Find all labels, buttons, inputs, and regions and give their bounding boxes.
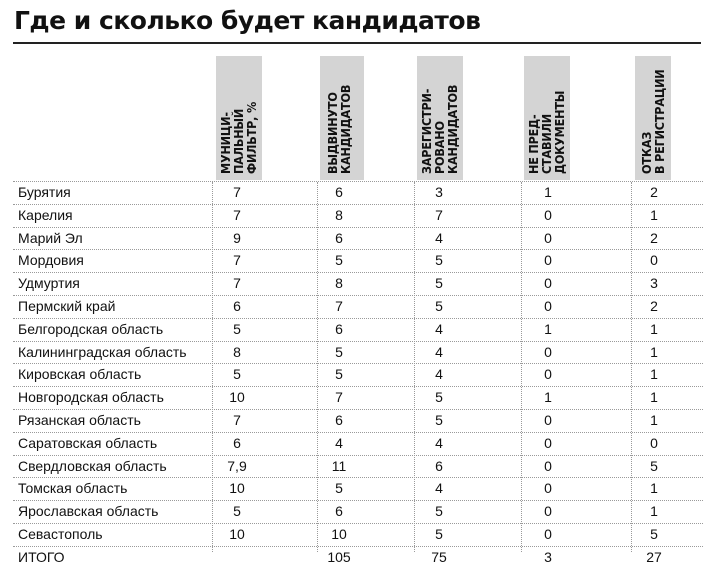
cell-value: 1	[650, 206, 658, 223]
cell-value: 1	[650, 411, 658, 428]
cell-value: 5	[435, 525, 443, 542]
table-row	[13, 409, 703, 432]
cell-value: 10	[229, 389, 245, 406]
cell-value: 8	[233, 343, 241, 360]
cell-value: 5	[435, 411, 443, 428]
table-body	[13, 181, 703, 569]
table-row	[13, 272, 703, 295]
cell-value: 6	[233, 434, 241, 451]
cell-value: 6	[335, 184, 343, 200]
cell-value: 0	[544, 525, 552, 542]
cell-value: 7	[233, 206, 241, 223]
cell-value: 4	[335, 434, 343, 451]
cell-value: 8	[335, 275, 343, 292]
cell-value: 7	[233, 184, 241, 200]
cell-value: 6	[435, 457, 443, 474]
cell-value: 5	[335, 366, 343, 383]
table-row	[13, 386, 703, 409]
cell-value: 5	[650, 525, 658, 542]
table-row	[13, 432, 703, 455]
header-municipal-filter: МУНИЦИ- ПАЛЬНЫЙ ФИЛЬТР, %	[216, 56, 262, 180]
cell-value: 1	[544, 320, 552, 337]
cell-value: 5	[435, 275, 443, 292]
region-name: Севастополь	[18, 525, 103, 542]
cell-value: 4	[435, 480, 443, 497]
cell-value: 10	[229, 525, 245, 542]
cell-value: 4	[435, 434, 443, 451]
cell-value: 0	[544, 275, 552, 292]
region-name: Калининградская область	[18, 343, 187, 360]
cell-value: 1	[650, 320, 658, 337]
region-name: Новгородская область	[18, 389, 164, 406]
table-row	[13, 204, 703, 227]
cell-value: 10	[331, 525, 347, 542]
cell-value: 1	[650, 389, 658, 406]
table-row	[13, 295, 703, 318]
cell-value: 5	[335, 252, 343, 269]
region-name: Томская область	[18, 480, 128, 497]
table-row	[13, 318, 703, 341]
cell-value: 0	[544, 297, 552, 314]
cell-value: 0	[544, 457, 552, 474]
table-row	[13, 523, 703, 546]
cell-value: 5	[435, 389, 443, 406]
cell-value: 0	[650, 434, 658, 451]
cell-value: 5	[233, 366, 241, 383]
cell-value: 0	[544, 503, 552, 520]
cell-value: 7	[233, 252, 241, 269]
cell-value: 1	[650, 343, 658, 360]
table-title: Где и сколько будет кандидатов	[14, 6, 481, 35]
cell-value: 2	[650, 229, 658, 246]
cell-value: 11	[331, 457, 347, 474]
cell-value: 5	[435, 503, 443, 520]
table-row	[13, 455, 703, 478]
cell-value: 2	[650, 297, 658, 314]
cell-value: 7,9	[227, 457, 247, 474]
cell-value: 0	[544, 480, 552, 497]
cell-value: 105	[327, 548, 351, 565]
cell-value: 6	[233, 297, 241, 314]
cell-value: 6	[335, 503, 343, 520]
header-registered: ЗАРЕГИСТРИ- РОВАНО КАНДИДАТОВ	[417, 56, 463, 180]
total-label: ИТОГО	[18, 548, 65, 565]
cell-value: 1	[650, 503, 658, 520]
cell-value: 1	[650, 480, 658, 497]
cell-value: 7	[233, 411, 241, 428]
cell-value: 0	[544, 434, 552, 451]
cell-value: 1	[650, 366, 658, 383]
cell-value: 8	[335, 206, 343, 223]
cell-value: 7	[335, 297, 343, 314]
total-row	[13, 546, 703, 569]
cell-value: 0	[544, 411, 552, 428]
cell-value: 7	[435, 206, 443, 223]
title-rule	[13, 42, 701, 44]
cell-value: 0	[650, 252, 658, 269]
region-name: Свердловская область	[18, 457, 167, 474]
cell-value: 6	[335, 320, 343, 337]
region-name: Марий Эл	[18, 229, 83, 246]
cell-value: 4	[435, 366, 443, 383]
cell-value: 1	[544, 389, 552, 406]
region-name: Саратовская область	[18, 434, 158, 451]
table-row	[13, 227, 703, 250]
cell-value: 7	[233, 275, 241, 292]
cell-value: 5	[335, 480, 343, 497]
table-row	[13, 341, 703, 364]
cell-value: 5	[650, 457, 658, 474]
region-name: Белгородская область	[18, 320, 164, 337]
header-nominated: ВЫДВИНУТО КАНДИДАТОВ	[320, 56, 364, 180]
cell-value: 6	[335, 229, 343, 246]
region-name: Карелия	[18, 206, 73, 223]
cell-value: 3	[650, 275, 658, 292]
table-row	[13, 363, 703, 386]
table-row	[13, 477, 703, 500]
cell-value: 0	[544, 343, 552, 360]
cell-value: 6	[335, 411, 343, 428]
cell-value: 9	[233, 229, 241, 246]
region-name: Пермский край	[18, 297, 116, 314]
table-row	[13, 500, 703, 523]
cell-value: 2	[650, 184, 658, 200]
cell-value: 4	[435, 320, 443, 337]
region-name: Ярославская область	[18, 503, 159, 520]
region-name: Рязанская область	[18, 411, 141, 428]
header-refused: ОТКАЗ В РЕГИСТРАЦИИ	[635, 56, 671, 180]
cell-value: 7	[335, 389, 343, 406]
cell-value: 5	[233, 503, 241, 520]
cell-value: 5	[435, 297, 443, 314]
table-row	[13, 181, 703, 204]
region-name: Мордовия	[18, 252, 84, 269]
cell-value: 5	[335, 343, 343, 360]
region-name: Кировская область	[18, 366, 142, 383]
cell-value: 0	[544, 229, 552, 246]
cell-value: 4	[435, 343, 443, 360]
cell-value: 4	[435, 229, 443, 246]
cell-value: 1	[544, 184, 552, 200]
cell-value: 5	[233, 320, 241, 337]
cell-value: 0	[544, 252, 552, 269]
cell-value: 3	[544, 548, 552, 565]
cell-value: 10	[229, 480, 245, 497]
region-name: Удмуртия	[18, 275, 80, 292]
cell-value: 27	[646, 548, 662, 565]
cell-value: 0	[544, 206, 552, 223]
table-row	[13, 249, 703, 272]
region-name: Бурятия	[18, 184, 71, 200]
cell-value: 5	[435, 252, 443, 269]
cell-value: 0	[544, 366, 552, 383]
header-no-documents: НЕ ПРЕД- СТАВИЛИ ДОКУМЕНТЫ	[524, 56, 570, 180]
cell-value: 75	[431, 548, 447, 565]
cell-value: 3	[435, 184, 443, 200]
